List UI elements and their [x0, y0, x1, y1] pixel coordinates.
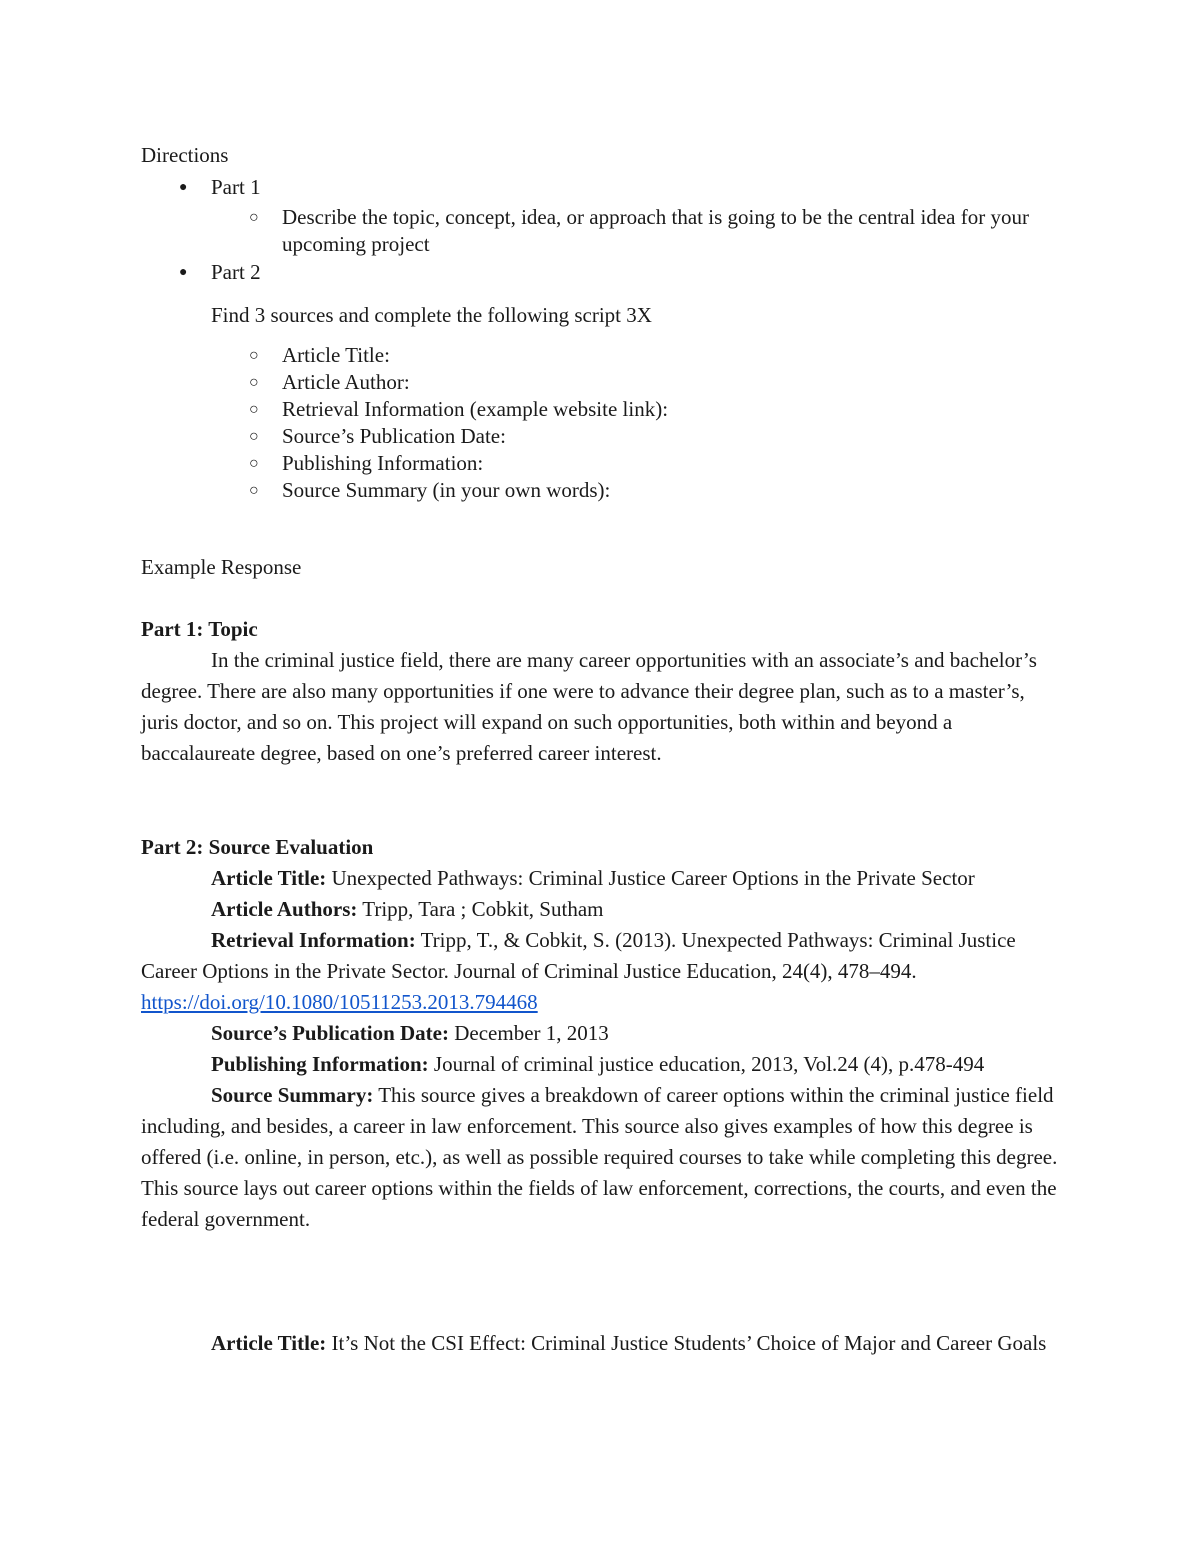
source1-retrieval-line	[141, 925, 1066, 1018]
script-item-publishing: Publishing Information:	[282, 451, 484, 475]
example-part1-text: In the criminal justice field, there are many career opportunities with an associate’s and bachelor’s degree. There are also many opportunities if one were to advance their degree plan, such as to a master’s, juris doctor, and so on. This project will expand on such opportunities, both within and beyond a baccalaureate degree, based on one’s preferred career interest.	[141, 648, 1037, 765]
part1-description: Describe the topic, concept, idea, or approach that is going to be the central idea for your upcoming project	[282, 205, 1029, 256]
source1-date-line	[141, 1018, 1066, 1049]
source2-title-line	[141, 1328, 1066, 1359]
example-part1-heading: Part 1: Topic	[141, 617, 258, 641]
source1-publishing-line	[141, 1049, 1066, 1080]
script-item-article-author: Article Author:	[282, 370, 410, 394]
source1-title: Unexpected Pathways: Criminal Justice Career Options in the Private Sector	[331, 866, 975, 890]
part1-sub-bullet	[141, 204, 1071, 258]
bullet-circle-icon: ○	[249, 455, 259, 472]
source1-publishing: Journal of criminal justice education, 2013, Vol.24 (4), p.478-494	[433, 1052, 985, 1076]
source1-publishing-label: Publishing Information:	[211, 1052, 429, 1076]
part2-instruction: Find 3 sources and complete the following script 3X	[211, 303, 652, 327]
source1-title-label: Article Title:	[211, 866, 327, 890]
bullet-circle-icon: ○	[249, 401, 259, 418]
bullet-circle-icon: ○	[249, 374, 259, 391]
script-item-summary: Source Summary (in your own words):	[282, 478, 611, 502]
part1-label: Part 1	[211, 175, 261, 199]
part2-label: Part 2	[211, 260, 261, 284]
source1-retrieval: Tripp, T., & Cobkit, S. (2013). Unexpected Pathways: Criminal Justice Career Options in the Private Sector. Journal of Criminal Justice Education, 24(4), 478–494.	[141, 928, 1016, 983]
source1-authors-label: Article Authors:	[211, 897, 358, 921]
part1-bullet	[141, 172, 1071, 203]
source1-doi-link[interactable]: https://doi.org/10.1080/10511253.2013.794468	[141, 990, 538, 1014]
source2-title: It’s Not the CSI Effect: Criminal Justice Students’ Choice of Major and Career Goals	[331, 1331, 1047, 1355]
script-item-publication-date: Source’s Publication Date:	[282, 424, 506, 448]
source1-summary-line	[141, 1080, 1066, 1235]
source2-title-label: Article Title:	[211, 1331, 327, 1355]
part2-bullet	[141, 257, 1071, 288]
source1-date: December 1, 2013	[454, 1021, 609, 1045]
source1-authors: Tripp, Tara ; Cobkit, Sutham	[362, 897, 604, 921]
bullet-circle-icon: ○	[249, 347, 259, 364]
source1-title-line	[141, 863, 1066, 894]
source2-block	[141, 1328, 1066, 1359]
example-part2-heading: Part 2: Source Evaluation	[141, 835, 374, 859]
bullet-dot-icon: ●	[179, 265, 188, 280]
source1-retrieval-label: Retrieval Information:	[211, 928, 416, 952]
script-item-article-title: Article Title:	[282, 343, 390, 367]
source1-summary-label: Source Summary:	[211, 1083, 374, 1107]
directions-heading: Directions	[141, 143, 229, 167]
script-item-retrieval: Retrieval Information (example website link):	[282, 397, 669, 421]
source1-block	[141, 863, 1066, 1235]
bullet-circle-icon: ○	[249, 209, 259, 226]
script-items-list	[141, 342, 1071, 504]
example-heading: Example Response	[141, 555, 302, 579]
source1-date-label: Source’s Publication Date:	[211, 1021, 449, 1045]
source1-authors-line	[141, 894, 1066, 925]
bullet-dot-icon: ●	[179, 180, 188, 195]
bullet-circle-icon: ○	[249, 428, 259, 445]
source1-summary: This source gives a breakdown of career options within the criminal justice field including, and besides, a career in law enforcement. This source also gives examples of how this degree is offered (i.e. online, in person, etc.), as well as possible required courses to take while completing this degree. This source lays out career options within the fields of law enforcement, corrections, the courts, and even the federal government.	[141, 1083, 1058, 1231]
bullet-circle-icon: ○	[249, 482, 259, 499]
